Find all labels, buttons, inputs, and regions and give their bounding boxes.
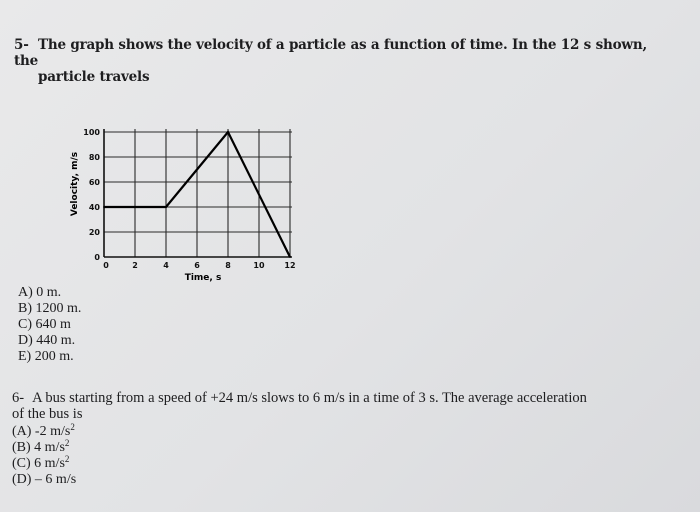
choice-d[interactable]: D) 440 m. xyxy=(18,333,76,348)
choice-b[interactable]: B) 1200 m. xyxy=(18,301,82,316)
y-tick-label-100: 100 xyxy=(83,128,100,137)
y-tick-label-60: 60 xyxy=(88,178,100,187)
velocity-point-0 xyxy=(103,206,105,208)
choice-6b[interactable]: (B) 4 $m/s^2$ xyxy=(12,438,70,455)
x-tick-label-6: 6 xyxy=(194,261,200,270)
y-tick-label-20: 20 xyxy=(88,228,100,237)
y-tick-label-0: 0 xyxy=(94,253,100,262)
choice-6d[interactable]: (D) – 6 m/s xyxy=(12,472,77,487)
y-tick-label-80: 80 xyxy=(88,153,100,162)
x-axis-label: Time, s xyxy=(184,273,222,283)
graph-grid xyxy=(104,129,292,257)
velocity-time-graph xyxy=(60,122,310,288)
x-tick-label-8: 8 xyxy=(225,261,231,270)
x-tick-label-0: 0 xyxy=(103,261,109,270)
choice-6a[interactable]: (A) -2 $m/s^2$ xyxy=(12,422,75,439)
x-tick-label-4: 4 xyxy=(163,261,169,270)
velocity-point-4 xyxy=(165,206,167,208)
question-6-number: 6- xyxy=(12,390,25,406)
y-tick-label-40: 40 xyxy=(88,203,100,212)
velocity-point-8 xyxy=(227,131,229,133)
choice-c[interactable]: C) 640 m xyxy=(18,317,71,332)
velocity-point-6 xyxy=(196,169,198,171)
x-tick-label-12: 12 xyxy=(284,261,296,270)
y-axis-label: Velocity, m/s xyxy=(70,151,80,217)
question-5 xyxy=(14,37,654,85)
question-6-line-2: of the bus is xyxy=(12,406,83,422)
choice-a[interactable]: A) 0 m. xyxy=(18,285,62,300)
graph-axes xyxy=(104,129,292,257)
question-6-choices xyxy=(12,424,76,488)
choice-6c[interactable]: (C) 6 $m/s^2$ xyxy=(12,454,70,471)
question-5-line-2: particle travels xyxy=(38,69,150,85)
x-tick-label-2: 2 xyxy=(132,261,138,270)
graph-tick-labels xyxy=(83,128,295,270)
velocity-point-12 xyxy=(289,256,291,258)
question-6 xyxy=(12,390,692,422)
question-5-number: 5- xyxy=(14,37,29,53)
x-tick-label-10: 10 xyxy=(253,261,265,270)
question-5-choices xyxy=(18,285,81,365)
question-5-line-1: The graph shows the velocity of a particle as a function of time. In the 12 s shown, the xyxy=(14,37,647,69)
choice-e[interactable]: E) 200 m. xyxy=(18,349,74,364)
question-6-line-1: A bus starting from a speed of +24 m/s slows to 6 m/s in a time of 3 s. The average acceleration xyxy=(32,390,587,406)
